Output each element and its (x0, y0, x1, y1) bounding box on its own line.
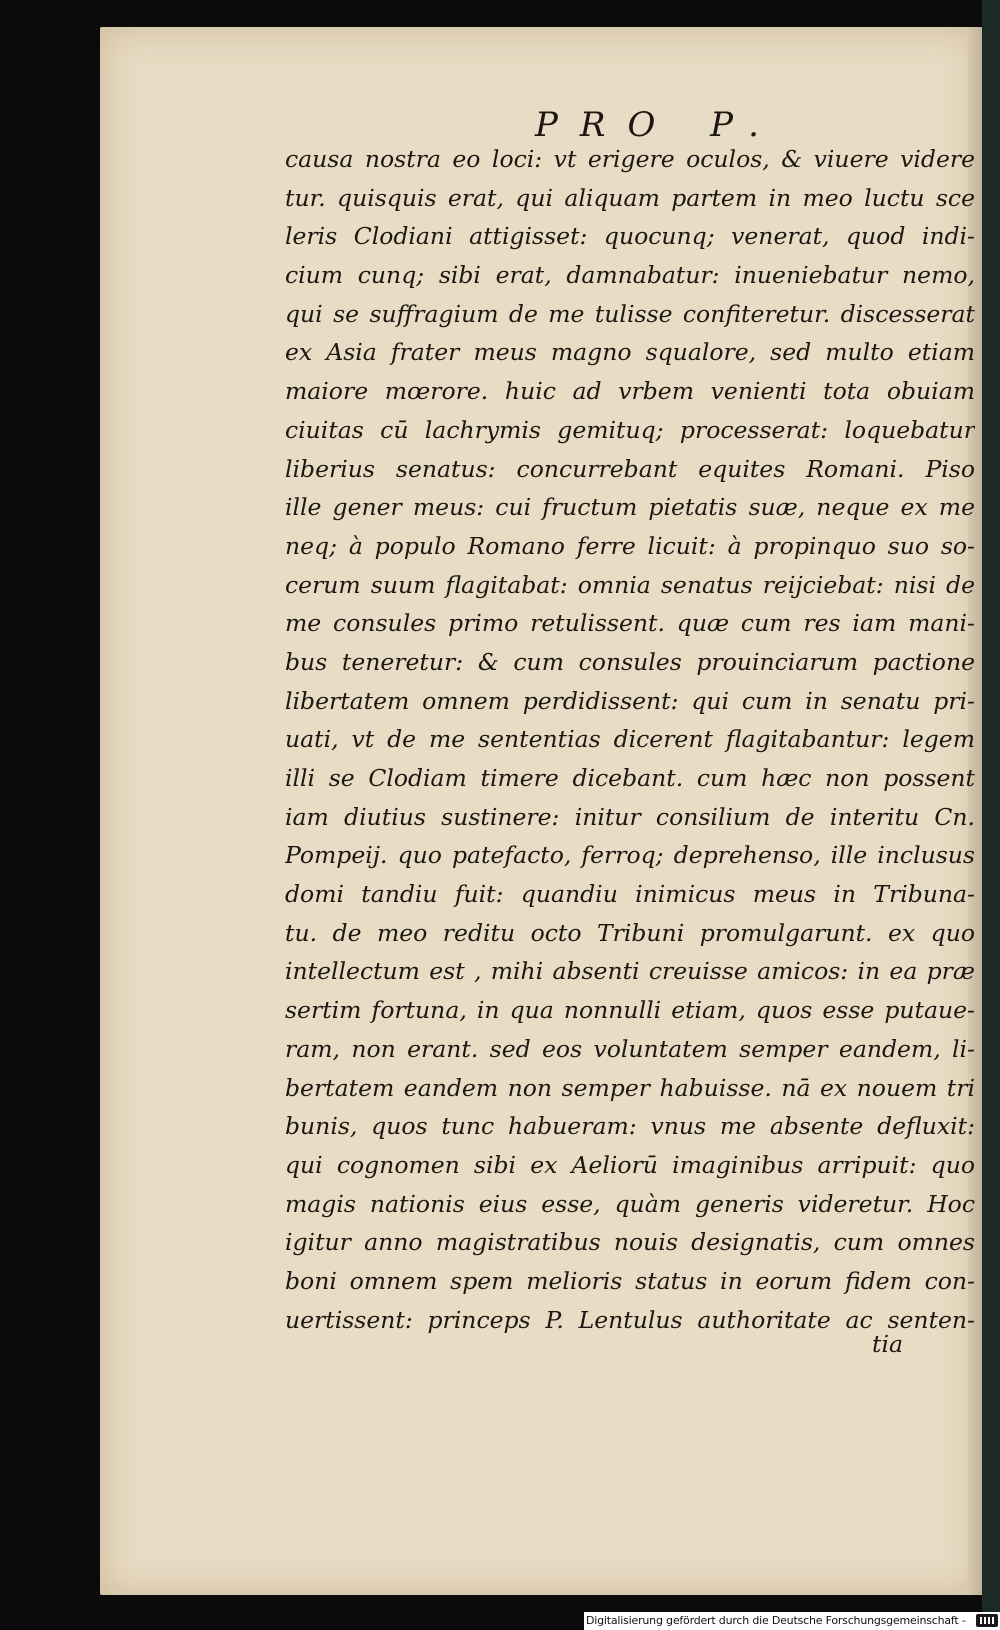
text-line: ille gener meus: cui fructum pietatis suæ, neque ex me (285, 493, 975, 522)
text-line: illi se Clodiam timere dicebant. cum hæc non possent (285, 764, 975, 792)
text-line: ex Asia frater meus magno squalore, sed multo etiam (285, 338, 975, 367)
text-line: bunis, quos tunc habueram: vnus me absente defluxit: (285, 1112, 975, 1141)
text-line: domi tandiu fuit: quandiu inimicus meus in Tribuna- (285, 880, 975, 909)
text-line: intellectum est , mihi absenti creuisse amicos: in ea præ (285, 957, 975, 986)
text-line: libertatem omnem perdidissent: qui cum in senatu pri- (285, 686, 975, 715)
dfg-logo-icon (976, 1614, 998, 1627)
text-line: uertissent: princeps P. Lentulus authoritate ac senten- (285, 1305, 975, 1334)
text-line: ciuitas cū lachrymis gemituq; processerat: loquebatur (285, 415, 975, 444)
catchword: tia (872, 1330, 903, 1358)
digitization-footer (584, 1612, 1000, 1630)
running-head: PRO P. (535, 105, 781, 145)
footer-credit: Digitalisierung gefördert durch die Deutsche Forschungsgemeinschaft - (586, 1614, 966, 1627)
text-line: bus teneretur: & cum consules prouinciarum pactione (285, 647, 975, 676)
text-line: uati, vt de me sententias dicerent flagitabantur: legem (285, 725, 975, 754)
book-cover-edge (982, 0, 1000, 1630)
text-line: qui cognomen sibi ex Aeliorū imaginibus arripuit: quo (285, 1150, 975, 1179)
text-line: maiore mœrore. huic ad vrbem venienti tota obuiam (285, 377, 975, 406)
text-line: sertim fortuna, in qua nonnulli etiam, quos esse putaue- (285, 996, 975, 1025)
text-line: neq; à populo Romano ferre licuit: à propinquo suo so- (285, 531, 975, 560)
text-line: me consules primo retulissent. quæ cum res iam mani- (285, 609, 975, 638)
text-line: magis nationis eius esse, quàm generis videretur. Hoc (285, 1189, 975, 1218)
text-line: igitur anno magistratibus nouis designatis, cum omnes (285, 1228, 975, 1257)
text-line: liberius senatus: concurrebant equites Romani. Piso (285, 454, 975, 483)
text-line: cerum suum flagitabat: omnia senatus reijciebat: nisi de (285, 570, 975, 599)
text-line: bertatem eandem non semper habuisse. nā ex nouem tri (285, 1073, 975, 1102)
text-line: qui se suffragium de me tulisse confiteretur. discesserat (285, 299, 975, 328)
text-line: iam diutius sustinere: initur consilium de interitu Cn. (285, 802, 975, 831)
text-line: causa nostra eo loci: vt erigere oculos, & viuere videre (285, 145, 975, 173)
text-line: tur. quisquis erat, qui aliquam partem in meo luctu sce (285, 183, 975, 212)
text-line: Pompeij. quo patefacto, ferroq; deprehenso, ille inclusus (285, 841, 975, 870)
text-line: boni omnem spem melioris status in eorum fidem con- (285, 1266, 975, 1295)
text-line: tu. de meo reditu octo Tribuni promulgarunt. ex quo (285, 918, 975, 947)
text-line: cium cunq; sibi erat, damnabatur: inueniebatur nemo, (285, 261, 975, 290)
body-text (285, 140, 975, 1339)
text-line: leris Clodiani attigisset: quocunq; venerat, quod indi- (285, 222, 975, 251)
text-line: ram, non erant. sed eos voluntatem semper eandem, li- (285, 1034, 975, 1063)
